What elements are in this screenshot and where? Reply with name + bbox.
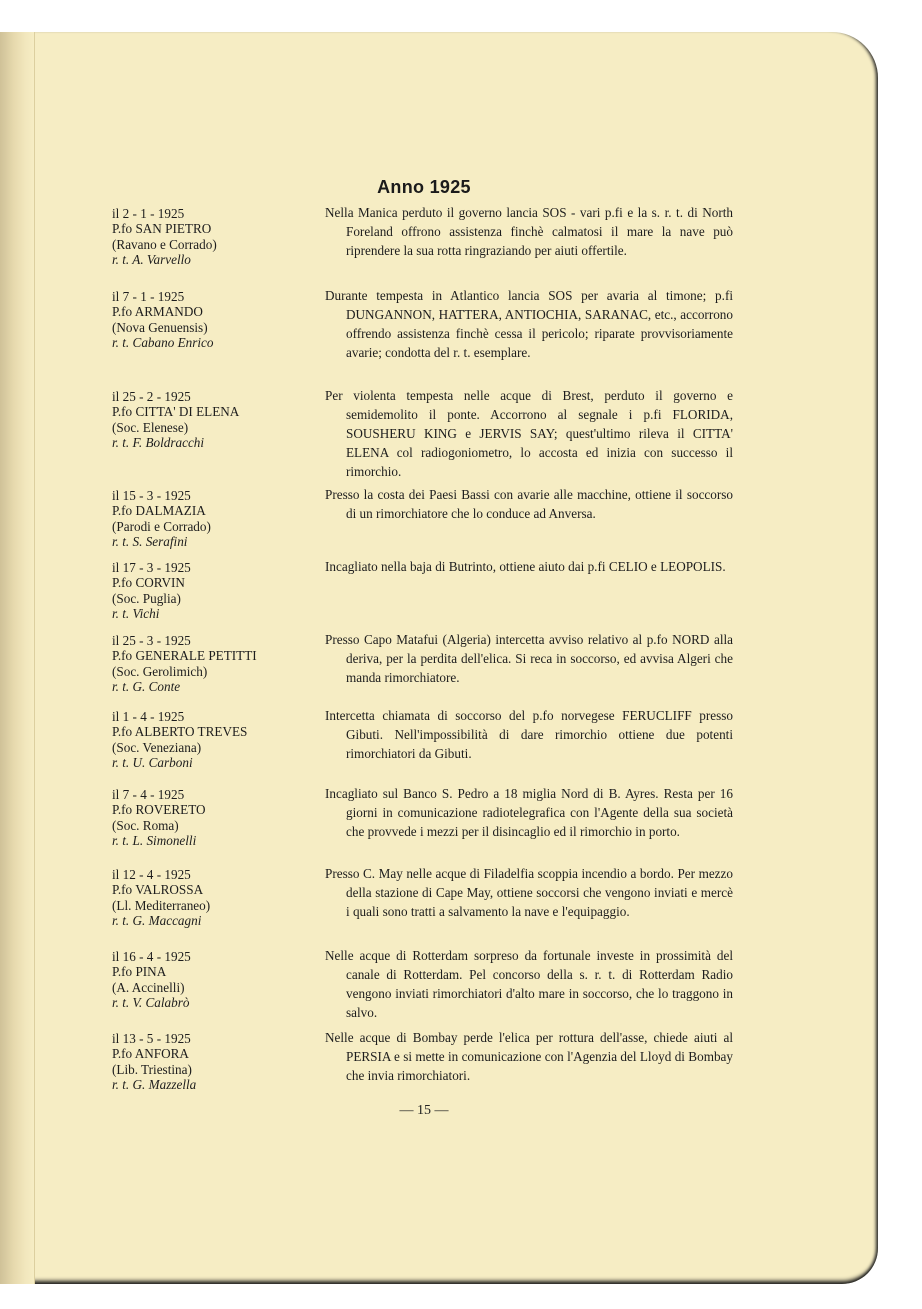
entry-date: il 13 - 5 - 1925	[112, 1031, 191, 1046]
entry-date: il 1 - 4 - 1925	[112, 709, 185, 724]
entry-ship: P.fo ANFORA	[112, 1046, 189, 1062]
entry-text: Nelle acque di Bombay perde l'elica per rottura dell'asse, chiede aiuti al PERSIA e si mette in comunicazione con l'Agenzia del Lloyd di Bombay che invia rimorchiatori.	[325, 1030, 733, 1083]
entry-meta	[112, 1031, 307, 1093]
entry-officer: r. t. G. Conte	[112, 679, 181, 695]
page-heading: Anno 1925	[377, 177, 471, 197]
entry-owner: (Parodi e Corrado)	[112, 518, 211, 534]
page-spine-shadow	[0, 32, 35, 1284]
entry-date: il 7 - 1 - 1925	[112, 289, 185, 304]
entry-meta	[112, 709, 307, 771]
entry-ship: P.fo CITTA' DI ELENA	[112, 404, 240, 420]
entry-text: Presso la costa dei Paesi Bassi con avarie alle macchine, ottiene il soccorso di un rimorchiatore che lo conduce ad Anversa.	[325, 487, 733, 521]
book-page	[0, 32, 878, 1284]
entry-date: il 16 - 4 - 1925	[112, 949, 191, 964]
entry-owner: (Soc. Puglia)	[112, 590, 181, 606]
entry-meta	[112, 488, 307, 550]
entry-ship: P.fo VALROSSA	[112, 882, 204, 898]
entry-text: Durante tempesta in Atlantico lancia SOS per avaria al timone; p.fi DUNGANNON, HATTERA, ANTIOCHIA, SARANAC, etc., accorrono offrendo assistenza finchè cessa il pericolo; riparate provvisoriamente avarie; condotta del r. t. esemplare.	[325, 288, 733, 360]
entry-ship: P.fo ROVERETO	[112, 802, 206, 818]
entry-officer: r. t. U. Carboni	[112, 755, 193, 771]
entry-meta	[112, 206, 307, 268]
entry-date: il 12 - 4 - 1925	[112, 867, 191, 882]
entry-owner: (Soc. Veneziana)	[112, 739, 202, 755]
entry-ship: P.fo SAN PIETRO	[112, 221, 212, 237]
entry-owner: (A. Accinelli)	[112, 979, 185, 995]
entry-ship: P.fo ARMANDO	[112, 304, 203, 320]
entry-date: il 15 - 3 - 1925	[112, 488, 191, 503]
entry-officer: r. t. Cabano Enrico	[112, 335, 214, 351]
entry-text: Intercetta chiamata di soccorso del p.fo norvegese FERUCLIFF presso Gibuti. Nell'impossibilità di dare rimorchio ottiene due potenti rimorchiatori da Gibuti.	[325, 708, 733, 761]
entry-officer: r. t. S. Serafini	[112, 534, 188, 550]
entry-officer: r. t. A. Varvello	[112, 252, 191, 268]
entry-owner: (Ll. Mediterraneo)	[112, 897, 211, 913]
entry-ship: P.fo ALBERTO TREVES	[112, 724, 248, 740]
entry-text: Presso C. May nelle acque di Filadelfia scoppia incendio a bordo. Per mezzo della stazione di Cape May, ottiene soccorsi che vengono inviati e mercè i quali sono tratti a salvamento la nave e l'equipaggio.	[325, 866, 733, 919]
entry-text: Presso Capo Matafui (Algeria) intercetta avviso relativo al p.fo NORD alla deriva, per la perdita dell'elica. Si reca in soccorso, ed avvisa Algeri che manda rimorchiatore.	[325, 632, 733, 685]
entry-owner: (Soc. Roma)	[112, 817, 179, 833]
entry-owner: (Soc. Elenese)	[112, 419, 189, 435]
entry-officer: r. t. G. Maccagni	[112, 913, 202, 929]
entry-text: Incagliato sul Banco S. Pedro a 18 miglia Nord di B. Ayres. Resta per 16 giorni in comunicazione radiotelegrafica con l'Agente della sua società che provvede i mezzi per il disincaglio ed il rimorchio in porto.	[325, 786, 733, 839]
entry-meta	[112, 949, 307, 1011]
entry-date: il 25 - 3 - 1925	[112, 633, 191, 648]
entry-officer: r. t. Vichi	[112, 606, 160, 622]
entry-owner: (Ravano e Corrado)	[112, 236, 217, 252]
entry-officer: r. t. F. Boldracchi	[112, 435, 205, 451]
entry-ship: P.fo GENERALE PETITTI	[112, 648, 257, 664]
entry-meta	[112, 560, 307, 622]
entry-meta	[112, 867, 307, 929]
entry-ship: P.fo CORVIN	[112, 575, 185, 591]
entry-ship: P.fo PINA	[112, 964, 167, 980]
entry-officer: r. t. L. Simonelli	[112, 833, 197, 849]
entry-meta	[112, 289, 307, 351]
entry-text: Nella Manica perduto il governo lancia SOS - vari p.fi e la s. r. t. di North Foreland offrono assistenza finchè calmatosi il mare la nave può riprendere la sua rotta ringraziando per aiuti offertile.	[325, 205, 733, 258]
entry-owner: (Nova Genuensis)	[112, 319, 208, 335]
entry-date: il 17 - 3 - 1925	[112, 560, 191, 575]
entry-officer: r. t. V. Calabrò	[112, 995, 190, 1011]
entry-meta	[112, 389, 307, 451]
entry-text: Incagliato nella baja di Butrinto, ottiene aiuto dai p.fi CELIO e LEOPOLIS.	[325, 559, 726, 574]
entry-officer: r. t. G. Mazzella	[112, 1077, 197, 1093]
entry-text: Nelle acque di Rotterdam sorpreso da fortunale investe in prossimità del canale di Rotterdam. Pel concorso della s. r. t. di Rotterdam Radio vengono inviati rimorchiatori d'alto mare in soccorso, che lo traggono in salvo.	[325, 948, 733, 1020]
entry-ship: P.fo DALMAZIA	[112, 503, 206, 519]
entry-meta	[112, 633, 307, 695]
entry-date: il 7 - 4 - 1925	[112, 787, 185, 802]
entry-date: il 2 - 1 - 1925	[112, 206, 185, 221]
entry-date: il 25 - 2 - 1925	[112, 389, 191, 404]
page-number: — 15 —	[399, 1103, 449, 1118]
entry-owner: (Lib. Triestina)	[112, 1061, 192, 1077]
entry-owner: (Soc. Gerolimich)	[112, 663, 208, 679]
entry-meta	[112, 787, 307, 849]
entry-text: Per violenta tempesta nelle acque di Brest, perduto il governo e semidemolito il ponte. Accorrono al segnale i p.fi FLORIDA, SOUSHERU KING e JERVIS SAY; quest'ultimo rileva il CITTA' ELENA col radiogoniometro, lo accosta ed inizia con successo il rimorchio.	[325, 388, 733, 479]
